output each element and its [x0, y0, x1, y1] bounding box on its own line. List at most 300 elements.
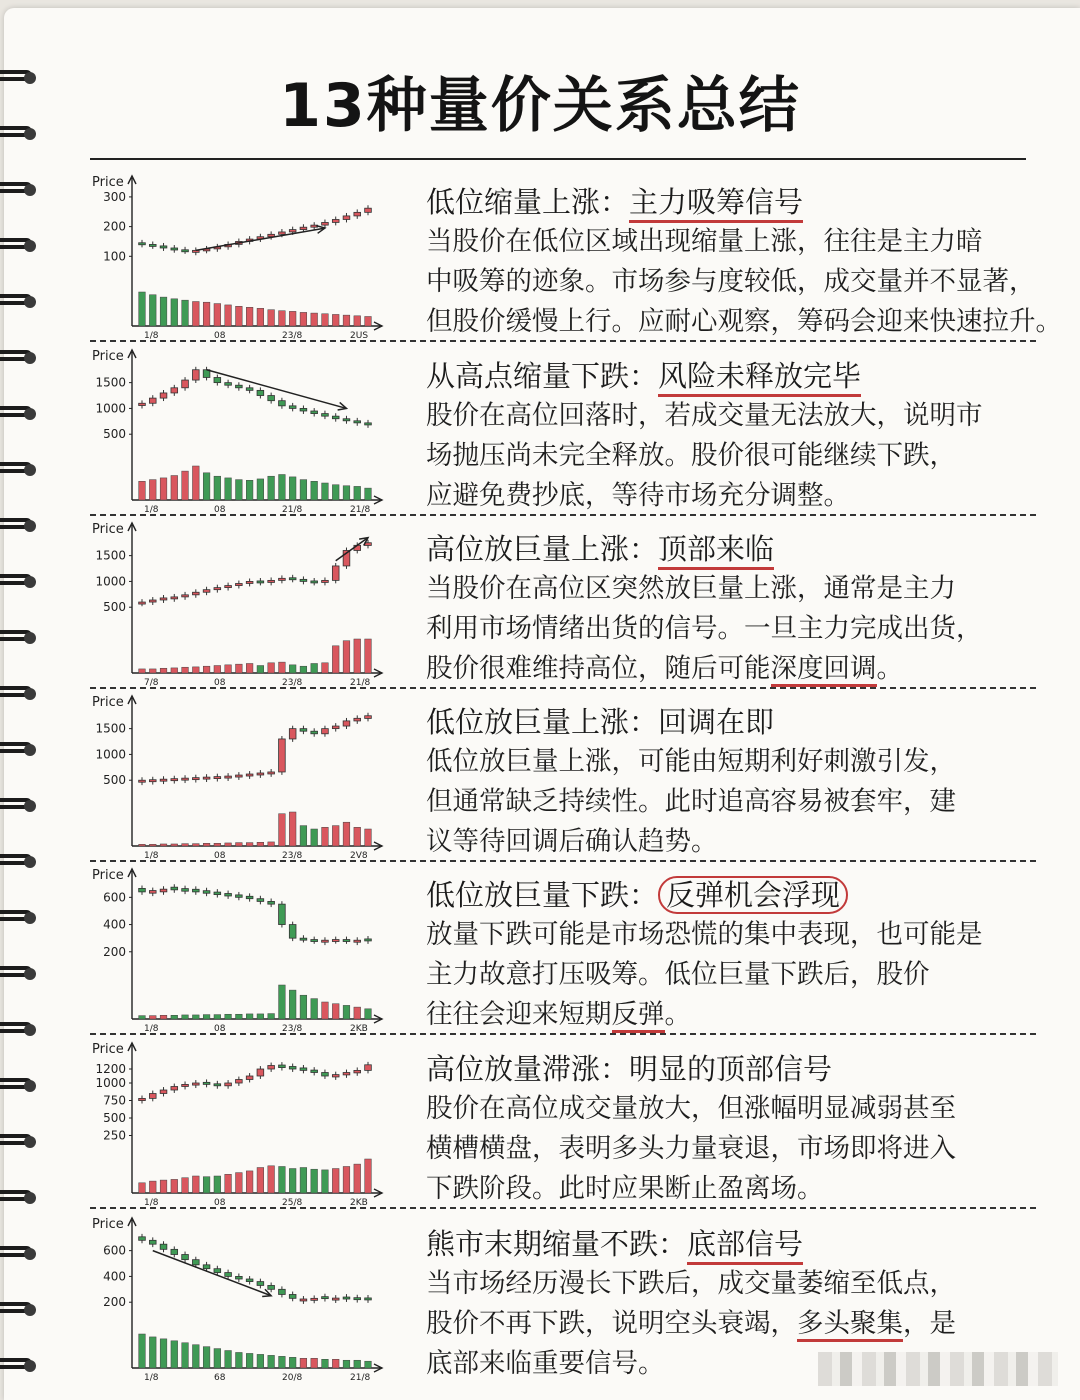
volume-bar: [160, 1339, 167, 1368]
volume-bar: [332, 646, 339, 673]
volume-bar: [257, 842, 264, 846]
volume-bar: [268, 310, 275, 326]
volume-bar: [311, 1169, 318, 1193]
candle-body: [289, 1294, 296, 1298]
candle-body: [322, 1073, 329, 1077]
volume-bar: [246, 307, 253, 326]
candle-body: [354, 421, 361, 423]
x-tick-label: 21/8: [350, 678, 371, 688]
volume-bar: [311, 1358, 318, 1368]
candle-body: [225, 586, 232, 588]
section-divider: [90, 1033, 1036, 1035]
x-tick-label: 1/8: [144, 1198, 159, 1208]
x-tick-label: 2KB: [350, 1024, 368, 1034]
y-tick-label: 100: [103, 249, 126, 264]
candle-body: [257, 581, 264, 583]
chart-svg: [90, 174, 390, 342]
candle-body: [160, 393, 167, 398]
candle-body: [289, 578, 296, 580]
candle-body: [332, 1298, 339, 1300]
candle-body: [289, 230, 296, 232]
volume-bar: [214, 1176, 221, 1193]
section-2: [90, 344, 1036, 516]
heading-highlight: 底部信号: [687, 1227, 803, 1265]
candle-body: [311, 1298, 318, 1300]
volume-bar: [171, 1015, 178, 1019]
candle-body: [311, 411, 318, 414]
volume-bar: [182, 1343, 189, 1368]
volume-bar: [171, 1179, 178, 1193]
volume-bar: [182, 1178, 189, 1193]
y-tick-label: 500: [103, 427, 126, 442]
volume-bar: [365, 639, 372, 673]
volume-bar: [365, 829, 372, 846]
underlined-phrase: 多头聚集: [797, 1308, 903, 1342]
volume-bar: [257, 1168, 264, 1194]
body-line: 往往会迎来短期反弹。: [426, 995, 1038, 1035]
candle-body: [246, 581, 253, 583]
candle-body: [354, 940, 361, 942]
y-axis-label: Price: [92, 695, 124, 710]
binding-ring: [0, 1188, 38, 1206]
x-tick-label: 1/8: [144, 331, 159, 341]
section-6: [90, 1037, 1036, 1209]
volume-bar: [279, 1356, 286, 1368]
binding-ring: [0, 1244, 38, 1262]
section-body: [426, 569, 1038, 689]
section-body: [426, 222, 1062, 342]
y-tick-label: 1500: [95, 721, 126, 736]
volume-bar: [289, 477, 296, 500]
x-tick-label: 08: [214, 331, 226, 341]
volume-bar: [300, 312, 307, 326]
volume-bar: [246, 843, 253, 846]
section-text: [426, 702, 1038, 862]
volume-bar: [139, 481, 146, 500]
candle-body: [182, 889, 189, 892]
volume-bar: [268, 476, 275, 500]
y-tick-label: 300: [103, 189, 126, 204]
y-tick-label: 1500: [95, 548, 126, 563]
candle-body: [192, 778, 199, 780]
volume-bar: [354, 316, 361, 326]
volume-bar: [332, 314, 339, 326]
body-line: 横槽横盘，表明多头力量衰退，市场即将进入: [426, 1133, 956, 1164]
section-4: [90, 690, 1036, 862]
volume-bar: [354, 827, 361, 846]
binding-ring: [0, 572, 38, 590]
candle-body: [257, 899, 264, 902]
y-axis-label: Price: [92, 868, 124, 883]
volume-bar: [214, 1015, 221, 1019]
volume-bar: [236, 306, 243, 326]
y-tick-label: 500: [103, 600, 126, 615]
volume-bar: [182, 844, 189, 846]
volume-bar: [268, 1014, 275, 1019]
candle-body: [257, 390, 264, 395]
candle-body: [300, 1068, 307, 1070]
candle-body: [139, 780, 146, 782]
candle-body: [171, 779, 178, 781]
binding-ring: [0, 684, 38, 702]
candle-body: [236, 385, 243, 388]
volume-bar: [279, 475, 286, 501]
y-tick-label: 250: [103, 1128, 126, 1143]
candle-body: [311, 1070, 318, 1072]
volume-bar: [343, 486, 350, 500]
volume-bar: [149, 1016, 156, 1019]
volume-bar: [300, 666, 307, 673]
x-tick-label: 2KB: [350, 1198, 368, 1208]
body-line: 场抛压尚未完全释放。股价很可能继续下跌，: [426, 440, 956, 471]
volume-bar: [139, 1183, 146, 1193]
section-text: [426, 356, 1038, 516]
binding-ring: [0, 852, 38, 870]
candle-body: [149, 1240, 156, 1244]
x-tick-label: 2V8: [350, 851, 368, 861]
heading-label: 熊市末期缩量不跌：: [426, 1227, 688, 1261]
x-tick-label: 21/8: [350, 505, 371, 515]
volume-bar: [225, 1014, 232, 1019]
candle-body: [149, 780, 156, 782]
candlestick-chart: [90, 521, 390, 689]
candle-body: [343, 216, 350, 220]
chart-svg: [90, 1041, 390, 1209]
volume-bar: [192, 1345, 199, 1368]
candle-body: [268, 901, 275, 904]
volume-bar: [203, 666, 210, 673]
volume-bar: [257, 308, 264, 326]
watermark-blur: [818, 1352, 1058, 1386]
candle-body: [322, 222, 329, 225]
volume-bar: [192, 302, 199, 326]
x-tick-label: 2US: [350, 331, 369, 341]
binding-ring: [0, 908, 38, 926]
section-heading: [426, 529, 1038, 569]
candle-body: [311, 940, 318, 942]
volume-bar: [149, 480, 156, 500]
volume-bar: [311, 999, 318, 1019]
candlestick-chart: [90, 1041, 390, 1209]
candle-body: [182, 380, 189, 388]
x-tick-label: 1/8: [144, 1024, 159, 1034]
binding-ring: [0, 516, 38, 534]
x-tick-label: 1/8: [144, 1373, 159, 1383]
volume-bar: [160, 1180, 167, 1193]
candle-body: [225, 383, 232, 386]
volume-bar: [289, 665, 296, 673]
candle-body: [354, 718, 361, 721]
candle-body: [311, 581, 318, 583]
candle-body: [192, 1083, 199, 1085]
volume-bar: [225, 478, 232, 500]
candle-body: [279, 1289, 286, 1294]
candle-body: [225, 1273, 232, 1277]
heading-label: 高位放巨量上涨：: [426, 532, 659, 566]
heading-label: 从高点缩量下跌：: [426, 359, 659, 393]
binding-ring: [0, 348, 38, 366]
candle-body: [139, 888, 146, 891]
candle-body: [225, 776, 232, 778]
volume-bar: [311, 481, 318, 500]
candle-body: [332, 566, 339, 580]
candle-body: [139, 1237, 146, 1241]
volume-bar: [343, 822, 350, 846]
volume-bar: [236, 1014, 243, 1019]
volume-bar: [365, 488, 372, 500]
heading-label: 低位缩量上涨：: [426, 185, 630, 219]
x-tick-label: 1/8: [144, 851, 159, 861]
binding-ring: [0, 1132, 38, 1150]
y-tick-label: 600: [103, 890, 126, 905]
volume-bar: [311, 663, 318, 673]
body-line: 股价不再下跌，说明空头衰竭，多头聚集，是: [426, 1304, 1038, 1344]
candlestick-chart: [90, 694, 390, 862]
volume-bar: [171, 844, 178, 846]
candle-body: [236, 1080, 243, 1084]
candle-body: [214, 588, 221, 590]
y-tick-label: 1000: [95, 574, 126, 589]
candle-body: [354, 1298, 361, 1300]
binding-ring: [0, 236, 38, 254]
candle-body: [354, 1070, 361, 1072]
candle-body: [214, 892, 221, 895]
candle-body: [171, 887, 178, 890]
volume-bar: [171, 668, 178, 673]
body-line: 下跌阶段。此时应果断止盈离场。: [426, 1173, 824, 1204]
body-line: 利用市场情绪出货的信号。一旦主力完成出货，: [426, 613, 983, 644]
body-line: 低位放巨量上涨，可能由短期利好刺激引发，: [426, 746, 956, 777]
volume-bar: [139, 1334, 146, 1368]
candle-body: [300, 938, 307, 940]
candle-body: [279, 578, 286, 580]
volume-bar: [354, 1164, 361, 1193]
candle-body: [160, 598, 167, 600]
volume-bar: [171, 1341, 178, 1368]
volume-bar: [268, 1355, 275, 1368]
candle-body: [343, 1073, 350, 1075]
volume-bar: [332, 1004, 339, 1019]
candle-body: [289, 1066, 296, 1069]
body-line: 议等待回调后确认趋势。: [426, 826, 718, 857]
volume-bar: [225, 305, 232, 326]
volume-bar: [289, 311, 296, 326]
binding-ring: [0, 740, 38, 758]
candle-body: [332, 1075, 339, 1077]
section-heading: [426, 182, 1038, 222]
volume-bar: [192, 844, 199, 846]
volume-bar: [160, 668, 167, 673]
binding-ring: [0, 460, 38, 478]
x-tick-label: 21/8: [282, 505, 303, 515]
section-divider: [90, 514, 1036, 516]
underlined-phrase: 反弹: [612, 999, 665, 1033]
y-tick-label: 1000: [95, 401, 126, 416]
candle-body: [171, 597, 178, 599]
y-tick-label: 1500: [95, 375, 126, 390]
x-tick-label: 08: [214, 678, 226, 688]
y-tick-label: 1200: [95, 1062, 126, 1076]
candle-body: [365, 208, 372, 212]
candlestick-chart: [90, 348, 390, 516]
underlined-phrase: 深度回调: [771, 653, 877, 687]
candle-body: [139, 243, 146, 245]
candle-body: [289, 925, 296, 939]
volume-bar: [268, 842, 275, 846]
section-body: [426, 396, 1038, 516]
binding-ring: [0, 1356, 38, 1374]
volume-bar: [246, 663, 253, 673]
volume-bar: [236, 480, 243, 500]
volume-bar: [354, 639, 361, 673]
candle-body: [160, 1244, 167, 1249]
heading-highlight: 风险未释放完毕: [658, 359, 861, 397]
section-5: [90, 863, 1036, 1035]
volume-bar: [322, 827, 329, 846]
volume-bar: [322, 663, 329, 673]
section-1: [90, 170, 1062, 342]
volume-bar: [149, 1337, 156, 1368]
candle-body: [203, 891, 210, 894]
y-tick-label: 200: [103, 219, 126, 234]
volume-bar: [332, 1169, 339, 1193]
candle-body: [343, 1297, 350, 1299]
volume-bar: [322, 314, 329, 326]
candle-body: [225, 893, 232, 895]
candle-body: [214, 377, 221, 382]
volume-bar: [171, 476, 178, 500]
candle-body: [236, 895, 243, 897]
volume-bar: [160, 478, 167, 500]
chart-svg: [90, 694, 390, 862]
body-line: 当股价在高位区突然放巨量上涨，通常是主力: [426, 573, 956, 604]
candle-body: [279, 232, 286, 234]
section-text: [426, 1049, 1038, 1209]
y-axis-label: Price: [92, 1042, 124, 1057]
x-tick-label: 23/8: [282, 851, 303, 861]
volume-bar: [289, 1357, 296, 1368]
volume-bar: [192, 1015, 199, 1019]
candle-body: [246, 896, 253, 898]
volume-bar: [214, 476, 221, 500]
volume-bar: [160, 1015, 167, 1019]
volume-bar: [149, 1181, 156, 1193]
volume-bar: [257, 1354, 264, 1368]
y-tick-label: 600: [103, 1243, 126, 1258]
volume-bar: [332, 1359, 339, 1368]
heading-highlight: 反弹机会浮现: [658, 876, 848, 914]
candle-body: [160, 889, 167, 892]
volume-bar: [300, 1168, 307, 1194]
candle-body: [236, 583, 243, 585]
candle-body: [192, 370, 199, 380]
chart-svg: [90, 348, 390, 516]
candle-body: [322, 729, 329, 734]
body-line: 当股价在低位区域出现缩量上涨，往往是主力暗: [426, 226, 983, 257]
candle-body: [332, 219, 339, 222]
candle-body: [300, 1299, 307, 1301]
volume-bar: [365, 1361, 372, 1368]
x-tick-label: 23/8: [282, 1024, 303, 1034]
volume-bar: [343, 1005, 350, 1019]
candle-body: [343, 940, 350, 942]
volume-bar: [279, 662, 286, 673]
body-line: 股价在高位回落时，若成交量无法放大，说明市: [426, 400, 983, 431]
candle-body: [268, 772, 275, 774]
volume-bar: [332, 485, 339, 500]
volume-bar: [365, 1009, 372, 1019]
candle-body: [365, 939, 372, 941]
candle-body: [160, 1090, 167, 1094]
volume-bar: [214, 666, 221, 673]
volume-bar: [354, 486, 361, 500]
volume-bar: [182, 300, 189, 326]
section-divider: [90, 1207, 1036, 1209]
volume-bar: [289, 1169, 296, 1193]
binding-ring: [0, 1076, 38, 1094]
trend-arrow: [153, 1251, 271, 1296]
binding-ring: [0, 964, 38, 982]
candle-body: [171, 248, 178, 250]
candle-body: [171, 1249, 178, 1254]
candle-body: [149, 1094, 156, 1099]
volume-bar: [311, 313, 318, 326]
page-title: 13种量价关系总结: [279, 71, 801, 141]
candle-body: [149, 244, 156, 246]
heading-highlight: 顶部来临: [658, 532, 774, 570]
volume-bar: [300, 480, 307, 500]
candle-body: [365, 423, 372, 425]
volume-bar: [343, 641, 350, 673]
volume-bar: [139, 669, 146, 673]
body-line: 中吸筹的迹象。市场参与度较低，成交量并不显著，: [426, 266, 1036, 297]
volume-bar: [182, 1015, 189, 1019]
candle-body: [246, 1279, 253, 1282]
trend-arrow: [196, 228, 325, 250]
y-tick-label: 750: [103, 1093, 126, 1108]
x-tick-label: 23/8: [282, 678, 303, 688]
body-line: 股价在高位成交量放大，但涨幅明显减弱甚至: [426, 1093, 956, 1124]
y-tick-label: 200: [103, 944, 126, 959]
volume-bar: [322, 1170, 329, 1193]
volume-bar: [236, 1173, 243, 1193]
candle-body: [322, 1297, 329, 1299]
volume-bar: [311, 829, 318, 846]
chart-svg: [90, 1216, 390, 1384]
candle-body: [192, 1260, 199, 1265]
volume-bar: [203, 1347, 210, 1368]
volume-bar: [279, 814, 286, 846]
candle-body: [268, 1285, 275, 1289]
section-heading: [426, 1049, 1038, 1089]
candlestick-chart: [90, 1216, 390, 1384]
body-line: 主力故意打压吸筹。低位巨量下跌后，股价: [426, 959, 930, 990]
section-body: [426, 742, 1038, 862]
binding-ring: [0, 628, 38, 646]
volume-bar: [192, 466, 199, 500]
volume-bar: [354, 1007, 361, 1019]
candle-body: [246, 1076, 253, 1080]
candle-body: [149, 398, 156, 403]
body-line: 底部来临重要信号。: [426, 1348, 665, 1379]
volume-bar: [268, 1166, 275, 1193]
candle-body: [139, 602, 146, 604]
candle-body: [365, 716, 372, 719]
volume-bar: [149, 295, 156, 326]
volume-bar: [322, 1002, 329, 1019]
candle-body: [268, 396, 275, 401]
candle-body: [203, 777, 210, 779]
